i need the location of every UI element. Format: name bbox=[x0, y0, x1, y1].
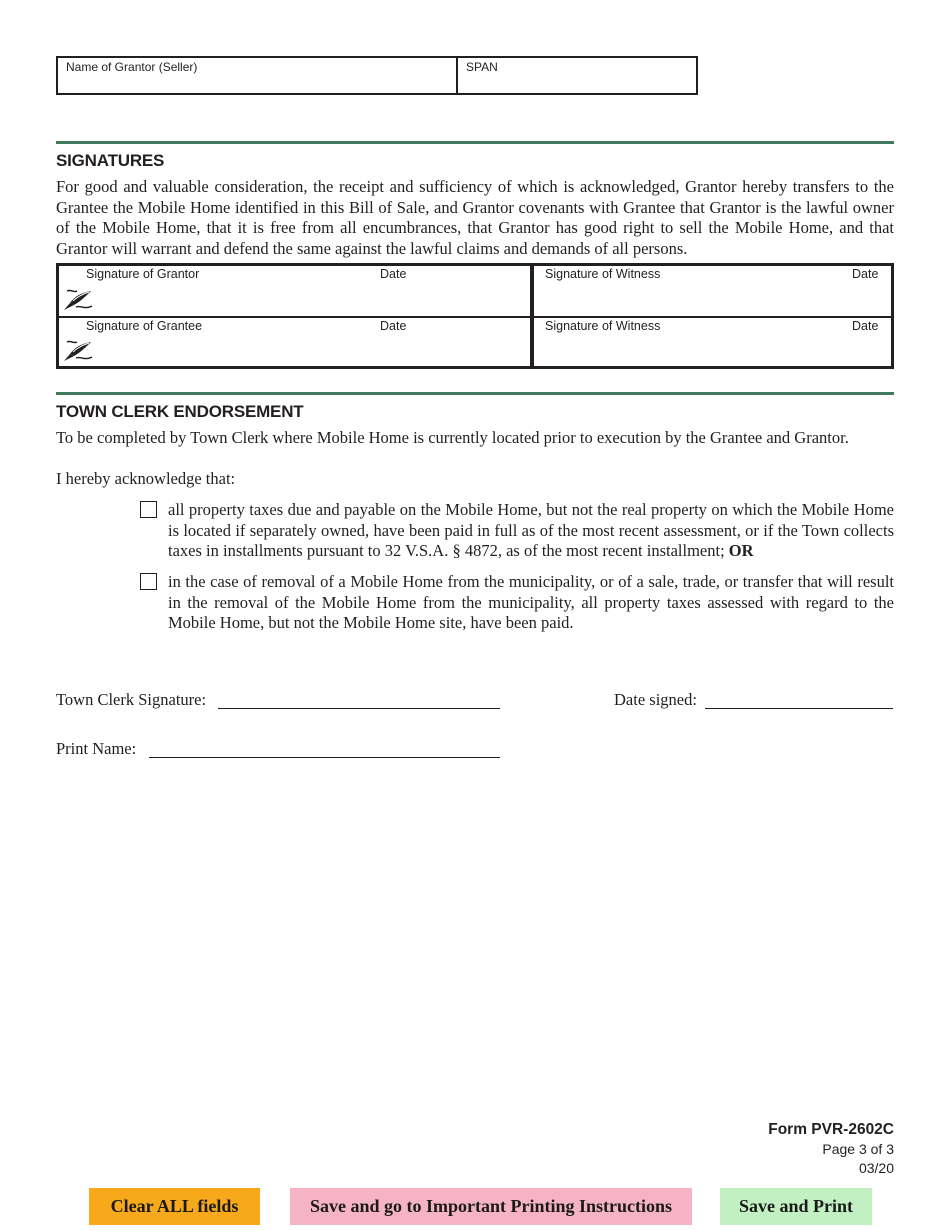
grantor-name-field[interactable] bbox=[64, 73, 450, 91]
grantor-info-table bbox=[56, 56, 698, 95]
form-revision: 03/20 bbox=[858, 1160, 894, 1176]
grantor-signature-label: Signature of Grantor bbox=[86, 267, 200, 281]
tax-option-1 bbox=[140, 500, 894, 562]
page-number: Page 3 of 3 bbox=[822, 1141, 894, 1157]
clear-all-button[interactable]: Clear ALL fields bbox=[89, 1188, 260, 1225]
signature-pen-icon bbox=[61, 334, 95, 364]
grantee-date-label: Date bbox=[380, 319, 407, 333]
witness-signature-field-2[interactable] bbox=[534, 318, 891, 366]
grantee-signature-label: Signature of Grantee bbox=[86, 319, 203, 333]
section-divider bbox=[56, 392, 894, 395]
witness-signature-field-1[interactable] bbox=[534, 266, 891, 316]
witness-signature-label-2: Signature of Witness bbox=[545, 319, 661, 333]
town-clerk-title: TOWN CLERK ENDORSEMENT bbox=[56, 402, 304, 421]
acknowledge-text: I hereby acknowledge that: bbox=[56, 469, 236, 488]
taxes-paid-text bbox=[168, 500, 894, 562]
signature-pen-icon bbox=[61, 283, 95, 313]
span-field[interactable] bbox=[464, 73, 690, 91]
signatures-paragraph: For good and valuable consideration, the receipt and sufficiency of which is acknowledged, Grantor hereby transfers to the Grantee the Mobile Home identified in this Bill of Sale, and Grantor covenants with Grantee that Grantor is the lawful owner of the Mobile Home, that it is free from all encumbrances, that Grantor has good right to sell the Mobile Home, and that Grantor will warrant and defend the same against the lawful claims and demands of all persons. bbox=[56, 177, 894, 258]
clerk-signature-field[interactable] bbox=[218, 690, 500, 709]
grantee-signature-field[interactable] bbox=[59, 318, 530, 366]
witness-date-label-2: Date bbox=[852, 319, 879, 333]
tax-option-2 bbox=[140, 572, 894, 634]
grantor-name-label: Name of Grantor (Seller) bbox=[66, 60, 198, 74]
signature-table bbox=[56, 263, 894, 369]
taxes-paid-checkbox[interactable] bbox=[140, 501, 157, 518]
span-cell bbox=[458, 58, 696, 93]
grantor-signature-field[interactable] bbox=[59, 266, 530, 316]
removal-taxes-checkbox[interactable] bbox=[140, 573, 157, 590]
grantor-date-label: Date bbox=[380, 267, 407, 281]
form-number: Form PVR-2602C bbox=[768, 1121, 894, 1138]
town-clerk-instructions: To be completed by Town Clerk where Mobile Home is currently located prior to execution by the Grantee and Grantor. bbox=[56, 428, 849, 447]
print-name-label: Print Name: bbox=[56, 739, 137, 758]
print-name-field[interactable] bbox=[149, 739, 500, 758]
date-signed-label: Date signed: bbox=[614, 690, 697, 709]
grantor-name-cell bbox=[58, 58, 458, 93]
removal-taxes-text: in the case of removal of a Mobile Home from the municipality, or of a sale, trade, or transfer that will result in the removal of the Mobile Home from the municipality, all property taxes assessed with regard to the Mobile Home, but not the Mobile Home site, have been paid. bbox=[168, 572, 894, 633]
printing-instructions-button[interactable]: Save and go to Important Printing Instructions bbox=[290, 1188, 692, 1225]
span-label: SPAN bbox=[466, 60, 498, 74]
section-divider bbox=[56, 141, 894, 144]
witness-signature-label-1: Signature of Witness bbox=[545, 267, 661, 281]
taxes-paid-label: all property taxes due and payable on the Mobile Home, but not the real property on which the Mobile Home is located if separately owned, have been paid in full as of the most recent assessment, or if the Town collects taxes in installments pursuant to 32 V.S.A. § 4872, as of the most recent installment; bbox=[168, 500, 894, 561]
clerk-signature-label: Town Clerk Signature: bbox=[56, 690, 207, 709]
witness-date-label-1: Date bbox=[852, 267, 879, 281]
save-and-print-button[interactable]: Save and Print bbox=[720, 1188, 872, 1225]
date-signed-field[interactable] bbox=[705, 690, 893, 709]
signatures-title: SIGNATURES bbox=[56, 151, 165, 170]
or-label: OR bbox=[728, 541, 754, 561]
